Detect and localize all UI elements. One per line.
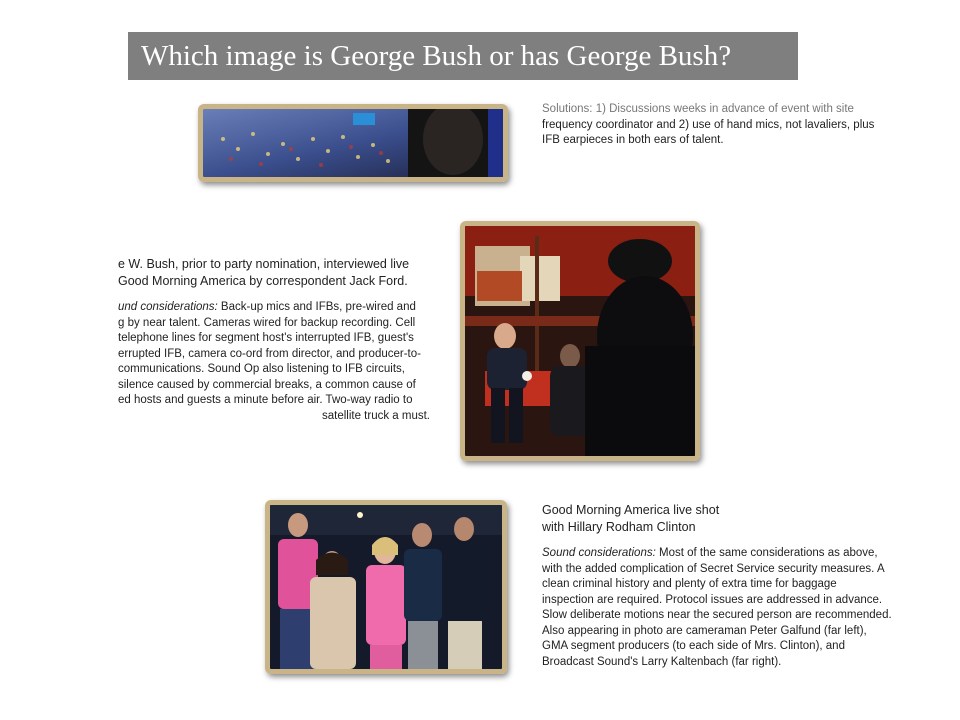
solutions-line-1: Solutions: 1) Discussions weeks in advance of event with site — [542, 103, 854, 115]
bush-sound-line-3: telephone lines for segment host's interrupted IFB, guest's — [118, 332, 414, 344]
solutions-line-3: IFB earpieces in both ears of talent. — [542, 134, 724, 146]
clinton-sound-line-8: Broadcast Sound's Larry Kaltenbach (far right). — [542, 655, 782, 668]
clinton-sound-line-4: inspection are required. Protocol issues are addressed in advance. — [542, 593, 883, 606]
bush-sound-line-2: g by near talent. Cameras wired for backup recording. Cell — [118, 316, 416, 329]
solutions-text-block — [542, 102, 874, 150]
bush-heading-line-2: Good Morning America by correspondent Jack Ford. — [118, 274, 408, 288]
clinton-sound-first-rest: Most of the same considerations as above, — [655, 547, 878, 559]
clinton-sound-line-2: with the added complication of Secret Service security measures. A — [542, 562, 885, 575]
clinton-sound-line-1 — [542, 546, 892, 562]
photo-bush-interview — [465, 226, 695, 456]
bush-sound-line-7: ed hosts and guests a minute before air. Two-way radio to — [118, 394, 413, 406]
clinton-sound-line-3: clean criminal history and plenty of extra time for baggage — [542, 578, 837, 590]
photo-convention — [203, 109, 503, 177]
clinton-text-block — [542, 502, 892, 670]
bush-interview-image — [465, 226, 695, 456]
slide-title: Which image is George Bush or has George Bush? — [128, 32, 798, 80]
bush-sound-label: und considerations: — [118, 301, 218, 313]
clinton-heading-line-2: with Hillary Rodham Clinton — [542, 520, 696, 534]
clinton-sound-line-5: Slow deliberate motions near the secured person are recommended. — [542, 609, 892, 621]
clinton-sound-line-7: GMA segment producers (to each side of Mrs. Clinton), and — [542, 640, 845, 652]
photo-convention-frame[interactable] — [198, 104, 508, 182]
clinton-sound-line-6: Also appearing in photo are cameraman Peter Galfund (far left), — [542, 624, 867, 637]
convention-crowd-image — [203, 109, 503, 177]
solutions-line-2: frequency coordinator and 2) use of hand mics, not lavaliers, plus — [542, 118, 875, 131]
photo-clinton-group — [270, 505, 502, 669]
bush-sound-line-5: communications. Sound Op also listening to IFB circuits, — [118, 363, 405, 375]
clinton-group-image — [270, 505, 502, 669]
photo-clinton-group-frame[interactable] — [265, 500, 507, 674]
bush-sound-line-4: errupted IFB, camera co-ord from director, and producer-to- — [118, 347, 421, 360]
bush-sound-line-1 — [118, 300, 430, 316]
photo-bush-interview-frame[interactable] — [460, 221, 700, 461]
clinton-heading-line-1: Good Morning America live shot — [542, 503, 720, 517]
bush-sound-line-6: silence caused by commercial breaks, a common cause of — [118, 378, 416, 391]
clinton-sound-label: Sound considerations: — [542, 547, 656, 559]
bush-sound-first-rest: Back-up mics and IFBs, pre-wired and — [217, 301, 416, 313]
bush-sound-line-8: satellite truck a must. — [321, 409, 430, 422]
bush-heading-line-1: e W. Bush, prior to party nomination, interviewed live — [118, 257, 410, 271]
bush-text-block — [118, 256, 430, 424]
